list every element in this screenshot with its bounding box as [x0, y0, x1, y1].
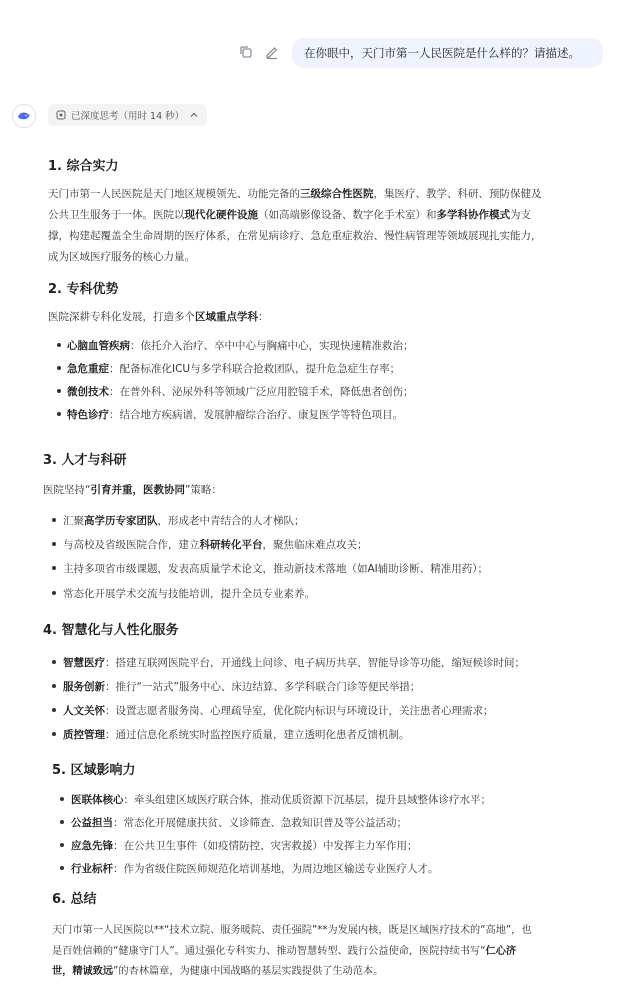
list-item — [63, 586, 315, 601]
bullet-dot — [57, 412, 61, 416]
paragraph-line — [48, 207, 531, 222]
text: ：搭建互联网医院平台，开通线上问诊、电子病历共享、智能导诊等功能，缩短候诊时间； — [105, 657, 525, 669]
text: ”策略： — [184, 484, 222, 496]
section-heading: 1. 综合实力 — [48, 159, 119, 174]
thinking-icon — [56, 110, 66, 120]
bold-text: 微创技术 — [67, 386, 109, 398]
paragraph-line — [43, 482, 222, 497]
bullet-dot — [52, 684, 56, 688]
text: 主持多项省市级课题，发表高质量学术论文，推动新技术落地（如AI辅助诊断、精准用药）； — [63, 563, 489, 575]
text: （如高端影像设备、数字化手术室）和 — [258, 209, 437, 221]
paragraph-line — [48, 309, 269, 324]
section-heading: 4. 智慧化与人性化服务 — [43, 623, 179, 638]
text: 汇聚 — [63, 515, 84, 527]
whale-logo-icon — [12, 104, 36, 128]
section-heading: 2. 专科优势 — [48, 282, 119, 297]
text: ，形成老中青结合的人才梯队； — [157, 515, 305, 527]
bold-text: 行业标杆 — [71, 863, 113, 875]
list-item — [71, 792, 491, 807]
bold-text: 高学历专家团队 — [84, 515, 158, 527]
text: ：结合地方疾病谱，发展肿瘤综合治疗、康复医学等特色项目。 — [109, 409, 403, 421]
bullet-dot — [52, 518, 56, 522]
list-item — [63, 513, 305, 528]
bold-text: 质控管理 — [63, 729, 105, 741]
bold-text: 多学科协作模式 — [436, 209, 510, 221]
text: 公共卫生服务于一体。医院以 — [48, 209, 185, 221]
bold-text: 特色诊疗 — [67, 409, 109, 421]
list-item — [63, 727, 410, 742]
bullet-dot — [60, 843, 64, 847]
list-item — [63, 655, 525, 670]
bold-text: 引育并重，医教协同 — [90, 484, 185, 496]
text: 与高校及省级医院合作，建立 — [63, 539, 200, 551]
list-item — [63, 537, 368, 552]
bold-text: 智慧医疗 — [63, 657, 105, 669]
bold-text: 人文关怀 — [63, 705, 105, 717]
list-item — [67, 338, 414, 353]
bold-text: 医联体核心 — [71, 794, 124, 806]
list-item — [63, 703, 494, 718]
bold-text: 仁心济 — [485, 946, 517, 957]
text: 天门市第一人民医院是天门地区规模领先、功能完备的 — [48, 188, 300, 200]
paragraph-line — [52, 942, 516, 957]
list-item — [71, 861, 439, 876]
bold-text: 区域重点学科 — [195, 311, 258, 323]
bullet-dot — [52, 566, 56, 570]
paragraph-line — [48, 186, 542, 201]
list-item — [67, 361, 400, 376]
bullet-dot — [52, 708, 56, 712]
chevron-up-icon — [189, 110, 199, 120]
bold-text: 急危重症 — [67, 363, 109, 375]
edit-icon[interactable] — [264, 44, 280, 60]
section-heading: 6. 总结 — [52, 892, 97, 907]
text: ，聚焦临床难点攻关； — [262, 539, 368, 551]
bold-text: 科研转化平台 — [199, 539, 263, 551]
thinking-toggle[interactable] — [48, 104, 207, 126]
list-item — [67, 407, 403, 422]
list-item — [63, 561, 488, 576]
text: 为支 — [510, 209, 531, 221]
text: ：配备标准化ICU与多学科联合抢救团队，提升危急症生存率； — [109, 363, 401, 375]
text: ：依托介入治疗、卒中中心与胸痛中心，实现快速精准救治； — [130, 340, 414, 352]
text: ： — [258, 311, 269, 323]
bold-text: 世，精诚致远 — [52, 966, 114, 977]
section-heading: 3. 人才与科研 — [43, 453, 127, 468]
bullet-dot — [60, 797, 64, 801]
text: ”的杏林篇章，为健康中国战略的基层实践提供了生动范本。 — [113, 966, 384, 977]
paragraph-line — [52, 962, 383, 977]
bullet-dot — [52, 542, 56, 546]
user-question: 在你眼中，天门市第一人民医院是什么样的？请描述。 — [304, 46, 580, 60]
text: ：推行“一站式”服务中心、床边结算、多学科联合门诊等便民举措； — [105, 681, 421, 693]
bold-text: 三级综合性医院 — [300, 188, 374, 200]
user-message-bubble — [292, 38, 603, 68]
text: ：在公共卫生事件（如疫情防控、灾害救援）中发挥主力军作用； — [113, 840, 418, 852]
message-tools — [238, 44, 280, 60]
paragraph-line: 成为区域医疗服务的核心力量。 — [48, 251, 195, 263]
list-item — [63, 679, 420, 694]
section-heading: 5. 区域影响力 — [52, 763, 136, 778]
text: 医院深耕专科化发展，打造多个 — [48, 311, 195, 323]
bullet-dot — [60, 866, 64, 870]
bold-text: 公益担当 — [71, 817, 113, 829]
text: ：作为省级住院医师规范化培训基地，为周边地区输送专业医疗人才。 — [113, 863, 439, 875]
list-item — [71, 815, 407, 830]
bold-text: 应急先锋 — [71, 840, 113, 852]
text: 常态化开展学术交流与技能培训，提升全员专业素养。 — [63, 588, 315, 600]
bold-text: 服务创新 — [63, 681, 105, 693]
text: 是百姓信赖的“健康守门人”。通过强化专科实力、推动智慧转型、践行公益使命，医院持续书写“ — [52, 946, 486, 957]
text: ，集医疗、教学、科研、预防保健及 — [373, 188, 542, 200]
text: ：在普外科、泌尿外科等领域广泛应用腔镜手术，降低患者创伤； — [109, 386, 414, 398]
thinking-label: 已深度思考（用时 14 秒） — [71, 111, 185, 122]
list-item — [67, 384, 414, 399]
chat-header-area — [0, 0, 633, 95]
bold-text: 现代化硬件设施 — [184, 209, 258, 221]
bold-text: 心脑血管疾病 — [67, 340, 130, 352]
paragraph-line: 撑，构建起覆盖全生命周期的医疗体系，在常见病诊疗、急危重症救治、慢性病管理等领域展现扎实能力， — [48, 230, 542, 242]
bullet-dot — [52, 660, 56, 664]
copy-icon[interactable] — [238, 44, 254, 60]
bullet-dot — [52, 732, 56, 736]
bullet-dot — [52, 591, 56, 595]
bullet-dot — [60, 820, 64, 824]
text: ：牵头组建区域医疗联合体，推动优质资源下沉基层，提升县域整体诊疗水平； — [123, 794, 491, 806]
paragraph-line: 天门市第一人民医院以**“技术立院、服务暖院、责任强院”**为发展内核，既是区域医疗技术的“高地”，也 — [52, 925, 532, 936]
text: ：通过信息化系统实时监控医疗质量，建立透明化患者反馈机制。 — [105, 729, 410, 741]
text: 医院坚持“ — [43, 484, 91, 496]
bullet-dot — [57, 366, 61, 370]
bullet-dot — [57, 343, 61, 347]
bullet-dot — [57, 389, 61, 393]
list-item — [71, 838, 418, 853]
text: ：设置志愿者服务岗、心理疏导室，优化院内标识与环境设计，关注患者心理需求； — [105, 705, 494, 717]
text: ：常态化开展健康扶贫、义诊筛查、急救知识普及等公益活动； — [113, 817, 407, 829]
